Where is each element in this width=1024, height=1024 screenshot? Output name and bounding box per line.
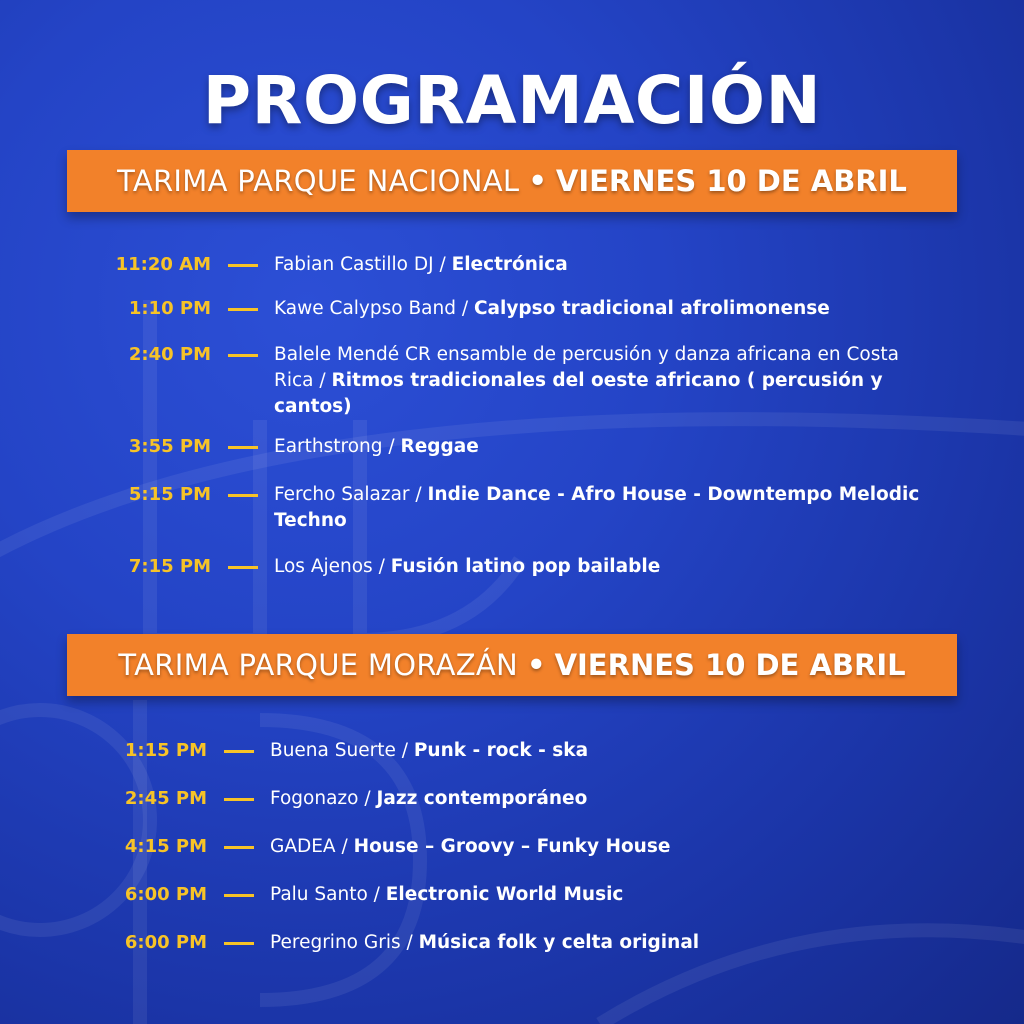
event-row [70,434,924,460]
event-description [270,834,920,860]
event-time: 2:40 PM [128,344,211,365]
artist-name: Fabian Castillo DJ [274,254,434,275]
event-time: 3:55 PM [128,436,211,457]
artist-name: Balele Mendé CR ensamble de percusión y danza africana en Costa Rica [274,344,899,391]
event-time: 6:00 PM [124,932,207,953]
event-description [274,342,924,420]
event-row [70,930,920,956]
dash-divider [224,846,254,849]
event-time: 5:15 PM [128,484,211,505]
genre: Música folk y celta original [418,932,700,953]
event-time: 1:15 PM [124,740,207,761]
artist-name: Earthstrong [274,436,383,457]
event-row [70,482,924,534]
artist-name: Palu Santo [270,884,368,905]
stage-banner-nacional [67,150,957,212]
event-time: 2:45 PM [124,788,207,809]
event-row [70,738,920,764]
dash-divider [228,308,258,311]
genre-separator: / [433,254,452,275]
event-time: 1:10 PM [128,298,211,319]
artist-name: Fogonazo [270,788,359,809]
event-row [70,296,924,322]
dash-divider [224,750,254,753]
genre: Calypso tradicional afrolimonense [473,298,830,319]
stage-date: VIERNES 10 DE ABRIL [555,164,907,198]
stage-date: VIERNES 10 DE ABRIL [554,648,906,682]
banner-separator: • [528,164,547,198]
event-description [274,482,924,534]
genre-separator: / [358,788,377,809]
dash-divider [224,942,254,945]
dash-divider [224,894,254,897]
genre-separator: / [409,484,428,505]
artist-name: Peregrino Gris [270,932,401,953]
genre: Reggae [400,436,479,457]
genre-separator: / [313,370,332,391]
artist-name: Kawe Calypso Band [274,298,456,319]
genre-separator: / [382,436,401,457]
genre: Electrónica [451,254,568,275]
genre: House – Groovy – Funky House [353,836,671,857]
genre: Fusión latino pop bailable [390,556,661,577]
event-description [270,738,920,764]
event-row [70,554,924,580]
banner-separator: • [527,648,546,682]
genre-separator: / [372,556,391,577]
genre: Ritmos tradicionales del oeste africano ( percusión y cantos) [274,370,883,417]
genre: Jazz contemporáneo [376,788,588,809]
genre-separator: / [335,836,354,857]
genre: Punk - rock - ska [413,740,589,761]
stage-name: TARIMA PARQUE MORAZÁN [118,648,519,682]
dash-divider [228,264,258,267]
genre: Electronic World Music [385,884,624,905]
event-row [70,342,924,420]
event-row [70,834,920,860]
event-description [274,434,924,460]
genre-separator: / [367,884,386,905]
dash-divider [228,566,258,569]
event-row [70,252,924,278]
dash-divider [228,354,258,357]
event-time: 11:20 AM [115,254,211,275]
event-time: 6:00 PM [124,884,207,905]
genre-separator: / [455,298,474,319]
event-description [270,882,920,908]
genre-separator: / [400,932,419,953]
artist-name: Buena Suerte [270,740,396,761]
artist-name: Fercho Salazar [274,484,410,505]
stage-name: TARIMA PARQUE NACIONAL [117,164,520,198]
artist-name: Los Ajenos [274,556,373,577]
artist-name: GADEA [270,836,336,857]
event-description [274,296,924,322]
page-title: PROGRAMACIÓN [202,62,822,139]
event-row [70,882,920,908]
genre-separator: / [395,740,414,761]
event-description [270,786,920,812]
dash-divider [228,494,258,497]
dash-divider [228,446,258,449]
event-time: 7:15 PM [128,556,211,577]
dash-divider [224,798,254,801]
stage-banner-morazan [67,634,957,696]
event-time: 4:15 PM [124,836,207,857]
event-description [270,930,920,956]
event-description [274,554,924,580]
genre: Indie Dance - Afro House - Downtempo Melodic Techno [274,484,920,531]
event-row [70,786,920,812]
event-description [274,252,924,278]
